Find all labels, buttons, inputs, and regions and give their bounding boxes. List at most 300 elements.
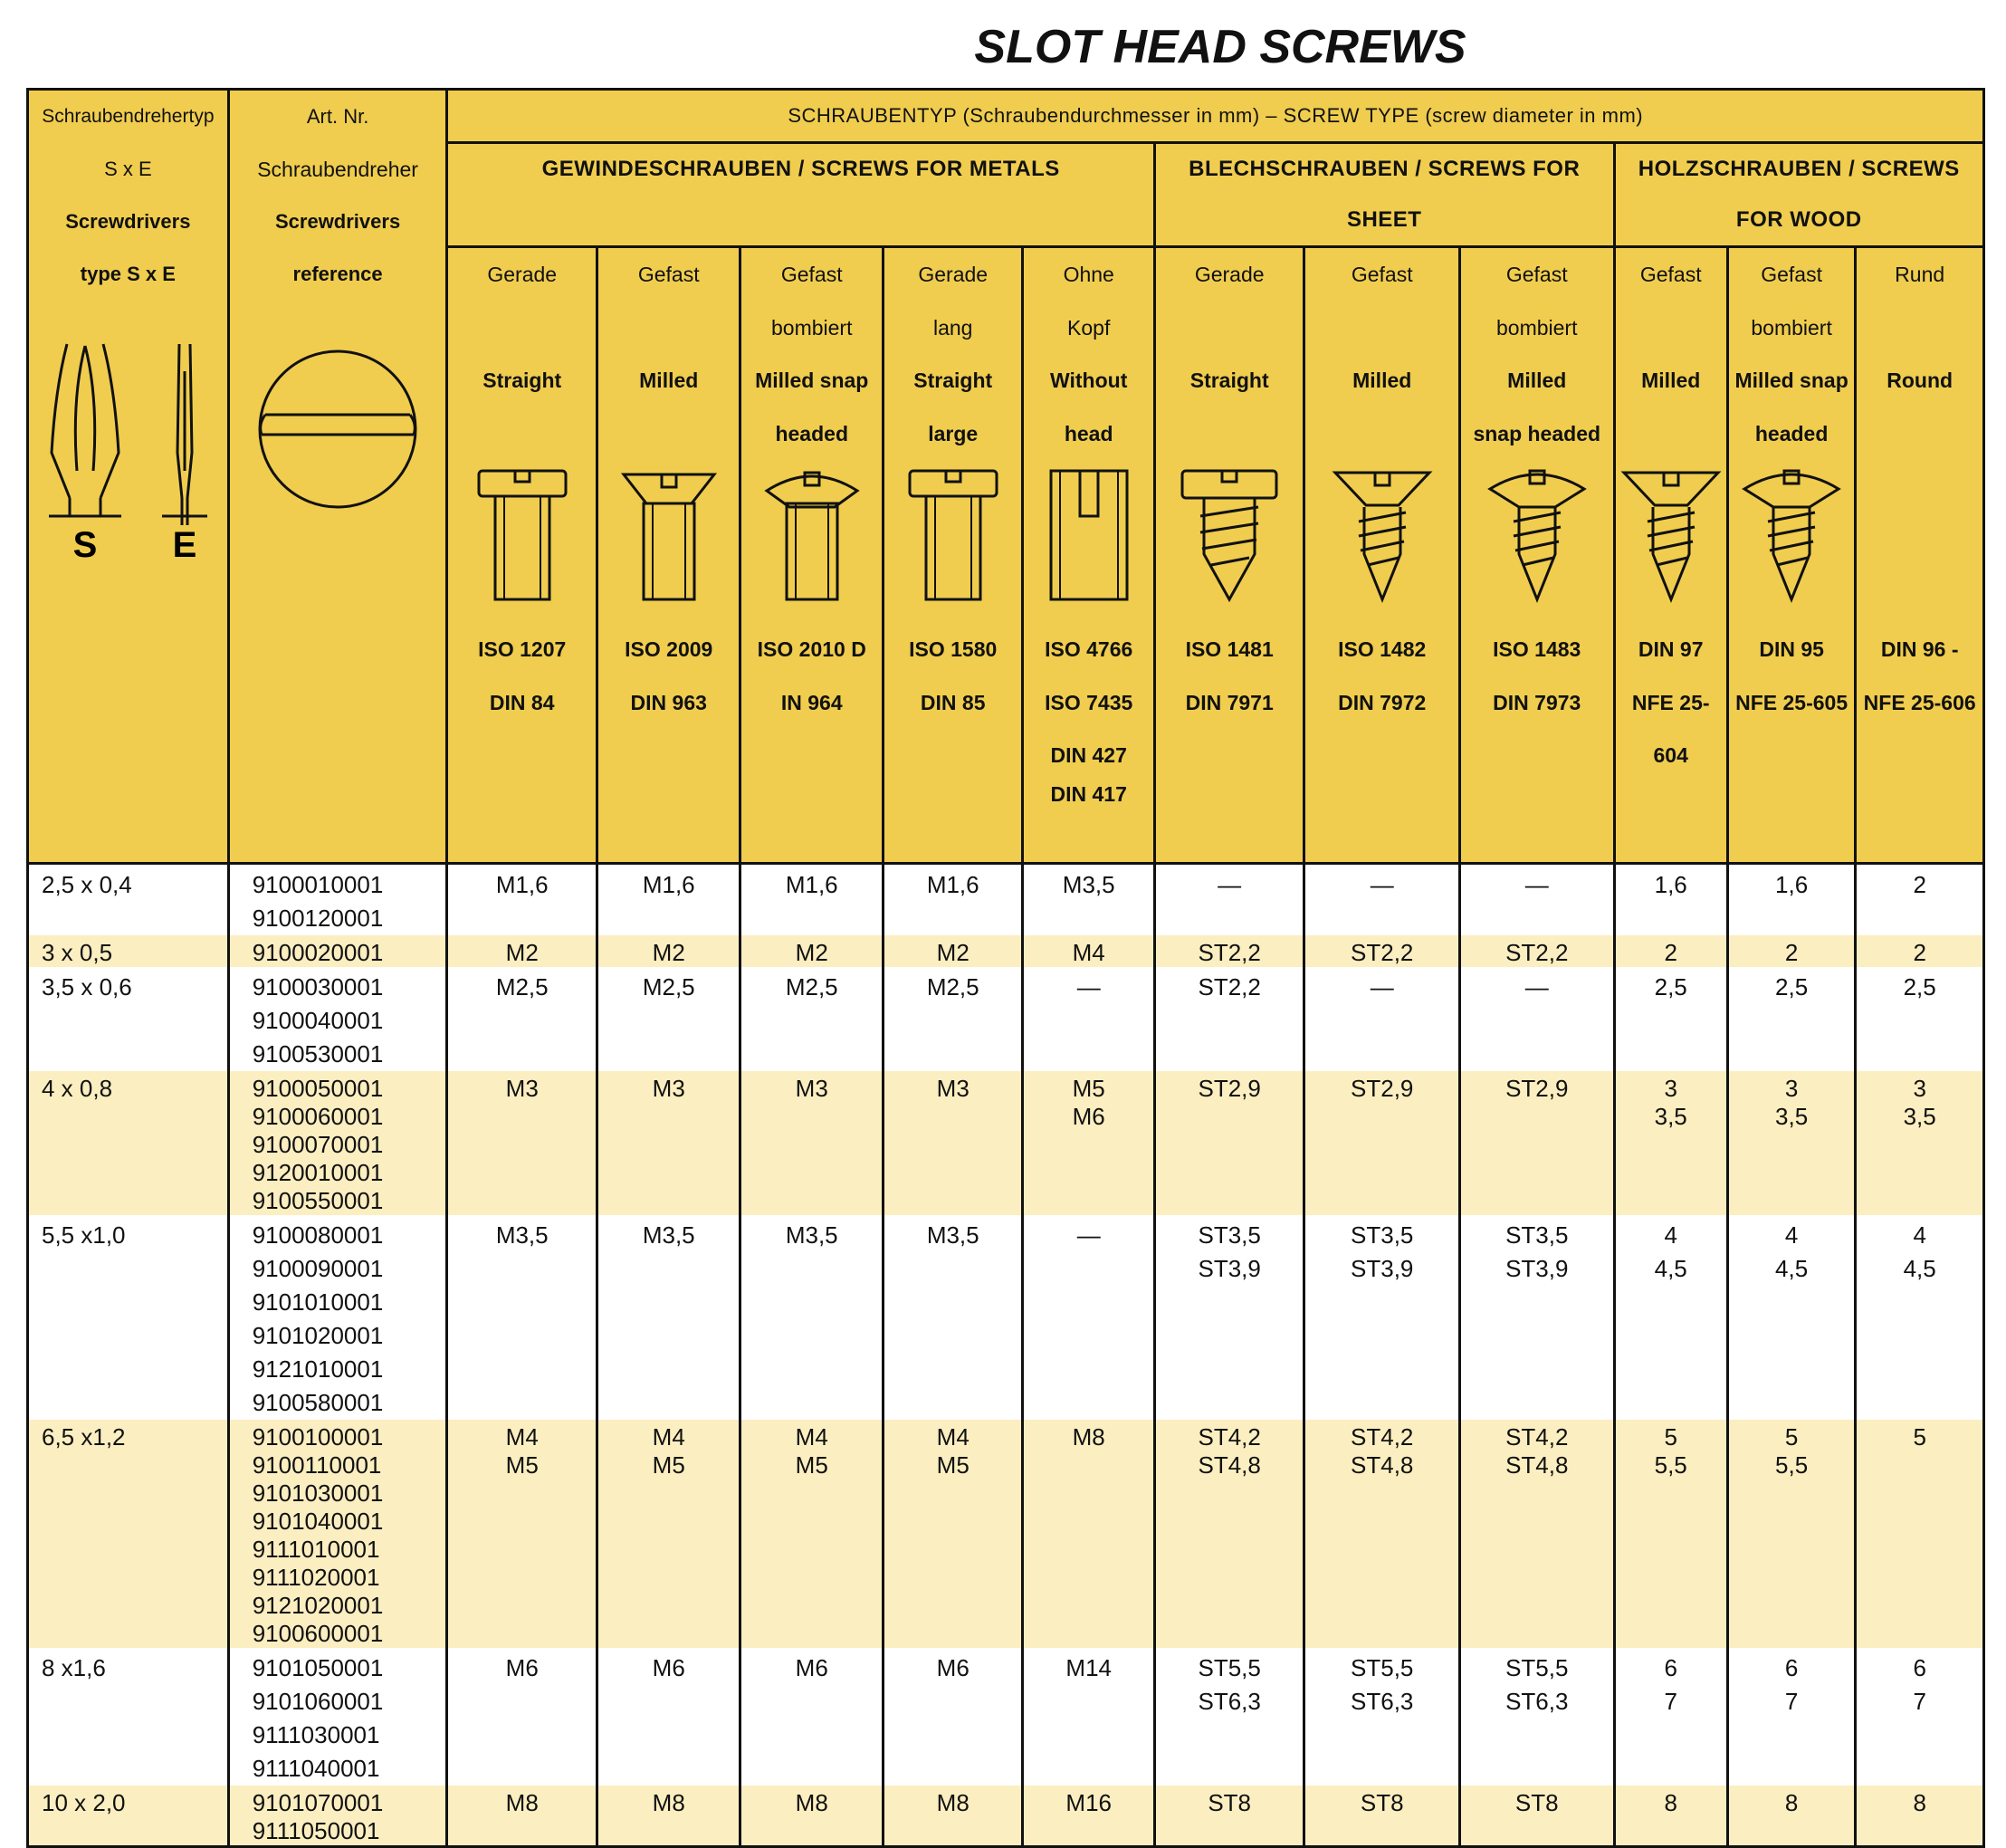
table-row (28, 967, 1984, 1071)
size-cell (1304, 1420, 1460, 1648)
size-value: M3,5 (495, 1221, 549, 1249)
table-row (28, 1420, 1984, 1648)
size-value: 7 (1913, 1688, 1926, 1715)
header-col2-l4: reference (292, 263, 383, 285)
column-de1: Gefast (1505, 263, 1568, 286)
column-de1: Gefast (637, 263, 700, 286)
size-value: — (1218, 871, 1242, 898)
column-std3 (1857, 729, 1982, 782)
column-std4 (741, 782, 882, 809)
size-cell (447, 1215, 597, 1420)
e-label: E (172, 525, 196, 561)
size-cell (447, 967, 597, 1071)
art-number: 9100120001 (252, 905, 384, 932)
size-cell (597, 1071, 740, 1215)
column-std3 (1156, 729, 1304, 782)
size-cell (740, 1648, 884, 1786)
size-value: — (1076, 1221, 1101, 1249)
size-value: 2,5 x 0,4 (42, 871, 132, 898)
size-cell (1727, 1215, 1855, 1420)
size-cell (1614, 1420, 1727, 1648)
size-cell (883, 967, 1022, 1071)
screw-type-title: SCHRAUBENTYP (Schraubendurchmesser in mm) – SCREW TYPE (screw diameter in mm) (788, 104, 1644, 127)
art-number: 9101010001 (252, 1288, 384, 1316)
column-de1: Gerade (1194, 263, 1265, 286)
size-value: 4,5 (1654, 1255, 1687, 1282)
art-number: 9111030001 (252, 1721, 380, 1748)
size-cell (1304, 864, 1460, 936)
size-value: 4,5 (1775, 1255, 1809, 1282)
column-std4 (1156, 782, 1304, 809)
art-number: 9100030001 (252, 973, 384, 1001)
column-std3 (1729, 729, 1854, 782)
size-value: 5,5 x1,0 (42, 1221, 126, 1249)
size-cell (1023, 935, 1154, 967)
table-row (28, 1215, 1984, 1420)
size-cell (1614, 935, 1727, 967)
size-value: 5,5 (1775, 1451, 1809, 1479)
column-std3 (448, 729, 596, 782)
size-value: M6 (936, 1654, 970, 1681)
column-en1: Straight (482, 369, 562, 392)
size-cell (1304, 1648, 1460, 1786)
column-header-2 (597, 247, 740, 864)
column-std4 (1857, 782, 1982, 809)
table-row (28, 935, 1984, 967)
screwdriver-e-icon (158, 335, 212, 561)
size-value: M16 (1065, 1789, 1112, 1816)
art-number: 9101060001 (252, 1688, 384, 1715)
group-sheet: BLECHSCHRAUBEN / SCREWS FOR SHEET (1154, 143, 1614, 247)
size-cell (447, 864, 597, 936)
size-value: ST8 (1360, 1789, 1404, 1816)
size-value: 4 (1913, 1221, 1926, 1249)
size-cell (1727, 935, 1855, 967)
column-std4 (1729, 782, 1854, 809)
art-number: 9101050001 (252, 1654, 384, 1681)
column-std1: ISO 1483 (1493, 637, 1581, 661)
group-wood: HOLZSCHRAUBEN / SCREWS FOR WOOD (1614, 143, 1983, 247)
size-value: M4 (795, 1423, 828, 1451)
art-numbers (228, 1215, 447, 1420)
size-value: 2 (1913, 939, 1926, 966)
column-std1: DIN 97 (1638, 637, 1704, 661)
column-std2: DIN 7971 (1185, 690, 1274, 714)
art-number: 9111010001 (252, 1536, 380, 1563)
size-value: 3,5 (1775, 1103, 1809, 1130)
size-cell (1459, 1420, 1614, 1648)
size-value: — (1524, 973, 1549, 1001)
column-header-7 (1304, 247, 1460, 864)
column-en1: Milled (1507, 369, 1567, 392)
size-value: M6 (1072, 1103, 1105, 1130)
size-value: ST2,9 (1198, 1075, 1261, 1102)
size-cell (1459, 967, 1614, 1071)
size-value: 8 (1664, 1789, 1677, 1816)
column-en2 (1305, 407, 1458, 461)
column-std3: DIN 427 (1050, 743, 1127, 767)
size-value: M5 (505, 1451, 539, 1479)
size-value: 8 (1784, 1789, 1799, 1816)
column-std1: DIN 95 (1759, 637, 1824, 661)
size-cell (1154, 1215, 1304, 1420)
size-cell (1304, 1786, 1460, 1847)
column-de2: bombiert (1751, 315, 1832, 340)
column-en2 (448, 407, 596, 461)
size-value: 3,5 (1903, 1103, 1936, 1130)
size-cell (1304, 1071, 1460, 1215)
size-value: M5 (795, 1451, 828, 1479)
size-cell (1023, 1648, 1154, 1786)
size-value: 3,5 x 0,6 (42, 973, 132, 1001)
art-numbers (228, 1786, 447, 1847)
column-std2: NFE 25-604 (1631, 690, 1710, 767)
column-header-1 (447, 247, 597, 864)
size-value: M3,5 (926, 1221, 979, 1249)
screwdriver-size (28, 935, 229, 967)
size-value: ST2,9 (1505, 1075, 1569, 1102)
slot-head-icon (256, 348, 419, 511)
size-cell (1304, 1215, 1460, 1420)
size-value: 3 (1784, 1075, 1799, 1102)
size-value: ST4,8 (1505, 1451, 1569, 1479)
art-numbers (228, 1420, 447, 1648)
size-value: M8 (936, 1789, 970, 1816)
column-header-3 (740, 247, 884, 864)
wood-milled-screw-icon (1617, 464, 1725, 608)
size-cell (740, 935, 884, 967)
art-number: 9100070001 (252, 1131, 384, 1158)
size-cell (1023, 967, 1154, 1071)
column-de1: Ohne (1063, 263, 1114, 286)
column-std1: ISO 2010 D (757, 637, 866, 661)
size-cell (1459, 1648, 1614, 1786)
column-std2: NFE 25-606 (1863, 690, 1976, 714)
size-cell (1154, 1420, 1304, 1648)
column-en2 (1616, 407, 1726, 461)
art-number: 9100550001 (252, 1187, 384, 1214)
size-value: — (1370, 871, 1394, 898)
size-value: M8 (505, 1789, 539, 1816)
column-std2: DIN 963 (630, 690, 707, 714)
size-value: ST2,2 (1351, 939, 1414, 966)
size-value: ST3,5 (1198, 1221, 1261, 1249)
column-en1: Straight (913, 369, 993, 392)
size-value: 4,5 (1903, 1255, 1936, 1282)
size-value: M3 (505, 1075, 539, 1102)
size-cell (1856, 1420, 1984, 1648)
header-screwdriver-type (28, 90, 229, 864)
table-row (28, 1071, 1984, 1215)
size-cell (447, 1648, 597, 1786)
size-cell (740, 1786, 884, 1847)
size-value: ST3,9 (1198, 1255, 1261, 1282)
size-value: 5 (1913, 1423, 1926, 1451)
size-value: M3,5 (642, 1221, 695, 1249)
header-col1-l1: Schraubendrehertyp (42, 106, 215, 127)
column-std4: DIN 417 (1050, 781, 1127, 806)
size-value: 7 (1664, 1688, 1677, 1715)
column-en2: large (928, 421, 979, 445)
column-de1: Gefast (1761, 263, 1822, 286)
column-std1: ISO 1481 (1185, 637, 1274, 661)
column-en2: headed (1754, 421, 1829, 445)
column-std2: DIN 85 (920, 690, 986, 714)
size-cell (1727, 864, 1855, 936)
size-cell (1154, 935, 1304, 967)
size-cell (1154, 864, 1304, 936)
column-std2: IN 964 (780, 690, 843, 714)
size-cell (1727, 1420, 1855, 1648)
size-cell (1614, 1071, 1727, 1215)
art-number: 9100010001 (252, 871, 384, 898)
milled-snap-screw-icon (758, 464, 866, 608)
column-std3 (1616, 782, 1726, 836)
column-std2: DIN 7973 (1493, 690, 1581, 714)
size-value: 2 (1784, 939, 1799, 966)
size-value: 6 (1913, 1654, 1926, 1681)
size-cell (1856, 1071, 1984, 1215)
column-std3 (1461, 729, 1613, 782)
size-value: M8 (1072, 1423, 1105, 1451)
size-cell (740, 967, 884, 1071)
column-en1: Milled (1641, 369, 1701, 392)
art-number: 9101030001 (252, 1479, 384, 1507)
column-de1: Gefast (1639, 263, 1702, 286)
column-en2: head (1064, 421, 1113, 445)
column-de2 (1305, 302, 1458, 355)
header-col2-l3: Screwdrivers (274, 210, 401, 233)
page-title: SLOT HEAD SCREWS (974, 21, 1466, 73)
size-cell (447, 935, 597, 967)
size-value: M3 (936, 1075, 970, 1102)
column-de2 (1156, 302, 1304, 355)
size-value: ST5,5 (1505, 1654, 1569, 1681)
size-value: ST8 (1208, 1789, 1252, 1816)
column-en1: Milled (1352, 369, 1412, 392)
header-art-nr (228, 90, 447, 864)
size-value: 10 x 2,0 (42, 1789, 126, 1816)
column-en1: Round (1887, 369, 1953, 392)
size-value: 5,5 (1654, 1451, 1687, 1479)
column-header-10 (1727, 247, 1855, 864)
size-value: M8 (795, 1789, 828, 1816)
header-col2-l1: Art. Nr. (306, 105, 369, 128)
art-number: 9111040001 (252, 1755, 380, 1782)
column-std1: ISO 1482 (1338, 637, 1427, 661)
size-value: 5 (1784, 1423, 1799, 1451)
header-screw-type (447, 90, 1984, 143)
size-value: M5 (936, 1451, 970, 1479)
art-number: 9111020001 (252, 1564, 380, 1591)
art-number: 9100090001 (252, 1255, 384, 1282)
art-number: 9111050001 (252, 1817, 380, 1844)
size-value: M2 (795, 939, 828, 966)
size-value: 3 (1913, 1075, 1926, 1102)
size-value: 7 (1784, 1688, 1799, 1715)
size-cell (1614, 864, 1727, 936)
size-value: M6 (505, 1654, 539, 1681)
size-value: 8 x1,6 (42, 1654, 106, 1681)
column-de1: Gerade (487, 263, 558, 286)
column-de2 (1616, 302, 1726, 355)
straight-large-screw-icon (899, 464, 1008, 608)
header-col1-l4: type S x E (80, 263, 176, 285)
size-value: 3,5 (1654, 1103, 1687, 1130)
column-header-9 (1614, 247, 1727, 864)
size-cell (597, 935, 740, 967)
size-cell (740, 1215, 884, 1420)
art-number: 9100110001 (252, 1451, 382, 1479)
column-std1: ISO 2009 (625, 637, 713, 661)
size-cell (1614, 967, 1727, 1071)
screwdriver-s-icon (44, 335, 126, 561)
art-number: 9100020001 (252, 939, 384, 966)
size-cell (883, 935, 1022, 967)
size-value: M1,6 (785, 871, 838, 898)
size-value: 4 x 0,8 (42, 1075, 113, 1102)
size-value: M3,5 (785, 1221, 838, 1249)
column-en1: Straight (1189, 369, 1269, 392)
column-de2: lang (932, 315, 973, 340)
size-cell (1727, 1648, 1855, 1786)
table-row (28, 1648, 1984, 1786)
size-cell (740, 864, 884, 936)
size-value: ST6,3 (1351, 1688, 1414, 1715)
size-value: ST4,8 (1351, 1451, 1414, 1479)
size-cell (597, 1215, 740, 1420)
size-value: M6 (795, 1654, 828, 1681)
size-cell (1856, 967, 1984, 1071)
size-cell (1459, 1786, 1614, 1847)
size-value: 2 (1664, 939, 1677, 966)
art-number: 9100050001 (252, 1075, 384, 1102)
group-metals: GEWINDESCHRAUBEN / SCREWS FOR METALS (447, 143, 1154, 247)
size-cell (447, 1071, 597, 1215)
header-col1-l2: S x E (104, 158, 152, 180)
size-cell (1856, 864, 1984, 936)
column-en2: headed (775, 421, 848, 445)
art-number: 9101020001 (252, 1322, 384, 1349)
art-number: 9100530001 (252, 1040, 384, 1068)
size-value: 6 (1664, 1654, 1677, 1681)
size-cell (1459, 935, 1614, 967)
size-value: ST5,5 (1351, 1654, 1414, 1681)
column-de2 (598, 302, 740, 355)
size-value: M2 (652, 939, 685, 966)
size-value: M2 (936, 939, 970, 966)
size-value: 3 (1664, 1075, 1677, 1102)
size-value: M4 (936, 1423, 970, 1451)
screwdriver-size (28, 1071, 229, 1215)
column-std1: ISO 1580 (909, 637, 998, 661)
size-value: M4 (505, 1423, 539, 1451)
size-cell (1459, 1215, 1614, 1420)
milled-screw-icon (615, 464, 723, 608)
size-value: 4 (1784, 1221, 1799, 1249)
column-std4 (1616, 835, 1726, 862)
size-cell (883, 864, 1022, 936)
sheet-milled-snap-screw-icon (1483, 464, 1591, 608)
size-cell (1023, 864, 1154, 936)
header-col2-l2: Schraubendreher (257, 158, 418, 181)
size-value: — (1524, 871, 1549, 898)
column-de2 (1857, 302, 1982, 355)
size-cell (883, 1648, 1022, 1786)
size-value: M2 (505, 939, 539, 966)
column-en2 (1857, 407, 1982, 461)
size-value: — (1076, 973, 1101, 1001)
size-value: 5 (1664, 1423, 1677, 1451)
column-std3 (598, 729, 740, 782)
art-numbers (228, 1648, 447, 1786)
screwdriver-size (28, 864, 229, 936)
size-value: M3 (795, 1075, 828, 1102)
column-std2: DIN 7972 (1338, 690, 1427, 714)
size-value: ST4,2 (1198, 1423, 1261, 1451)
column-header-11 (1856, 247, 1984, 864)
art-number: 9120010001 (252, 1159, 384, 1186)
column-std3 (1305, 729, 1458, 782)
size-value: 2,5 (1903, 973, 1936, 1001)
art-numbers (228, 864, 447, 936)
art-numbers (228, 935, 447, 967)
column-std4 (448, 782, 596, 809)
column-std1: ISO 4766 (1045, 637, 1133, 661)
screwdriver-size (28, 1786, 229, 1847)
table-row (28, 1786, 1984, 1847)
column-en1: Milled snap (755, 369, 869, 392)
size-cell (1154, 1648, 1304, 1786)
size-cell (740, 1420, 884, 1648)
column-en1: Milled (639, 369, 699, 392)
screwdriver-size (28, 967, 229, 1071)
size-value: 3 x 0,5 (42, 939, 113, 966)
art-number: 9100580001 (252, 1389, 384, 1416)
size-cell (1023, 1215, 1154, 1420)
size-value: M8 (652, 1789, 685, 1816)
size-value: M4 (652, 1423, 685, 1451)
size-cell (1023, 1786, 1154, 1847)
column-de1: Gerade (918, 263, 989, 286)
column-header-5 (1023, 247, 1154, 864)
size-value: 2 (1913, 871, 1926, 898)
size-cell (883, 1071, 1022, 1215)
column-std1: ISO 1207 (478, 637, 567, 661)
size-cell (1023, 1071, 1154, 1215)
column-header-6 (1154, 247, 1304, 864)
size-cell (1023, 1420, 1154, 1648)
size-cell (447, 1786, 597, 1847)
size-cell (1304, 967, 1460, 1071)
size-value: 1,6 (1775, 871, 1809, 898)
column-std4 (1305, 782, 1458, 809)
size-value: M3,5 (1062, 871, 1115, 898)
art-number: 9101040001 (252, 1508, 384, 1535)
screwdriver-size (28, 1648, 229, 1786)
column-de1: Rund (1895, 263, 1945, 286)
size-value: M1,6 (926, 871, 979, 898)
size-value: 2,5 (1775, 973, 1809, 1001)
column-std4 (1461, 782, 1613, 809)
size-value: ST3,9 (1505, 1255, 1569, 1282)
size-value: ST4,2 (1505, 1423, 1569, 1451)
column-de2: bombiert (1496, 315, 1578, 340)
headless-screw-icon (1035, 464, 1143, 608)
size-value: M1,6 (495, 871, 549, 898)
size-cell (1727, 1786, 1855, 1847)
size-value: ST8 (1514, 1789, 1559, 1816)
